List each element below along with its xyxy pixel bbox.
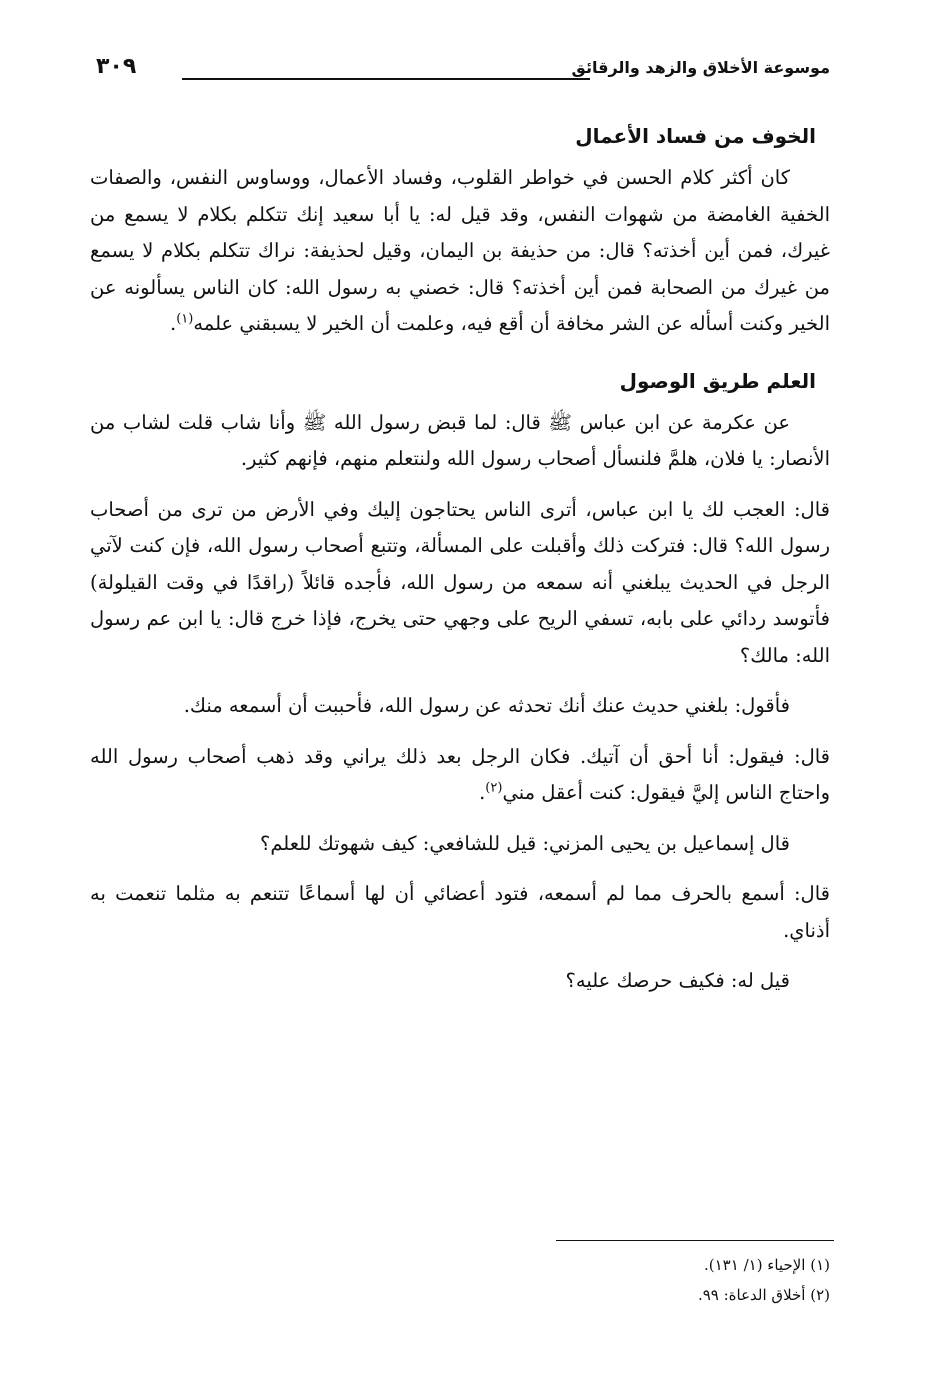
footnote-rule: [556, 1240, 834, 1241]
page-number: ٣٠٩: [96, 54, 137, 79]
section-heading: العلم طريق الوصول: [619, 368, 816, 393]
paragraph: قال: أسمع بالحرف مما لم أسمعه، فتود أعضائي أن لها أسماعًا تتنعم به مثلما تنعمت به أذناي.: [90, 882, 830, 942]
paragraph: قيل له: فكيف حرصك عليه؟: [565, 969, 790, 992]
paragraph: قال إسماعيل بن يحيى المزني: قيل للشافعي: كيف شهوتك للعلم؟: [259, 831, 790, 855]
footnote-item: (١) الإحياء (١/ ١٣١).: [704, 1256, 830, 1274]
footnote-ref[interactable]: (٢): [485, 780, 503, 796]
section-heading: الخوف من فساد الأعمال: [575, 124, 816, 148]
page-body: [90, 124, 830, 1014]
running-title: موسوعة الأخلاق والزهد والرقائق: [571, 58, 830, 77]
paragraph: كان أكثر كلام الحسن في خواطر القلوب، وفساد الأعمال، ووساوس النفس، والصفات الخفية الغامضة من شهوات النفس، وقد قيل له: يا أبا سعيد إنك تتكلم بكلام لا يسمع من غيرك، فمن أين أخذته؟ قال: من حذيفة بن اليمان، وقيل لحذيفة: نراك تتكلم بكلام لا يسمع من غيرك من الصحابة فمن أين أخذته؟ قال: خصني به رسول الله: كان الناس يسألونه عن الخير وكنت أسأله عن الشر مخافة أن أقع فيه، وعلمت أن الخير لا يسبقني علمه$^{(١)}$.: [90, 166, 830, 335]
paragraph: عن عكرمة عن ابن عباس ﷺ قال: لما قبض رسول الله ﷺ وأنا شاب قلت لشاب من الأنصار: يا فلان، هلمَّ فلنسأل أصحاب رسول الله ولنتعلم منهم، فإنهم كثير.: [90, 410, 830, 470]
paragraph: فأقول: بلغني حديث عنك أنك تحدثه عن رسول الله، فأحببت أن أسمعه منك.: [183, 694, 790, 717]
footnote-ref[interactable]: (١): [176, 311, 194, 327]
paragraph: قال: العجب لك يا ابن عباس، أترى الناس يحتاجون إليك وفي الأرض من ترى من أصحاب رسول الله؟ قال: فتركت ذلك وأقبلت على المسألة، وتتبع أصحاب رسول الله، فإن كنت لآتي الرجل في الحديث يبلغني أنه سمعه من رسول الله، فأجده قائلاً (راقدًا في وقت القيلولة) فأتوسد ردائي على بابه، تسفي الريح على وجهي حتى يخرج، فإذا خرج قال: يا ابن عم رسول الله: مالك؟: [90, 497, 830, 667]
header-rule: [182, 78, 590, 80]
footnote-item: (٢) أخلاق الدعاة: ٩٩.: [697, 1286, 830, 1304]
footnotes: [230, 1250, 830, 1310]
page-header: [96, 52, 830, 92]
paragraph: قال: فيقول: أنا أحق أن آتيك. فكان الرجل بعد ذلك يراني وقد ذهب أصحاب رسول الله واحتاج الناس إليَّ فيقول: كنت أعقل مني$^{(٢)}$.: [90, 744, 830, 804]
